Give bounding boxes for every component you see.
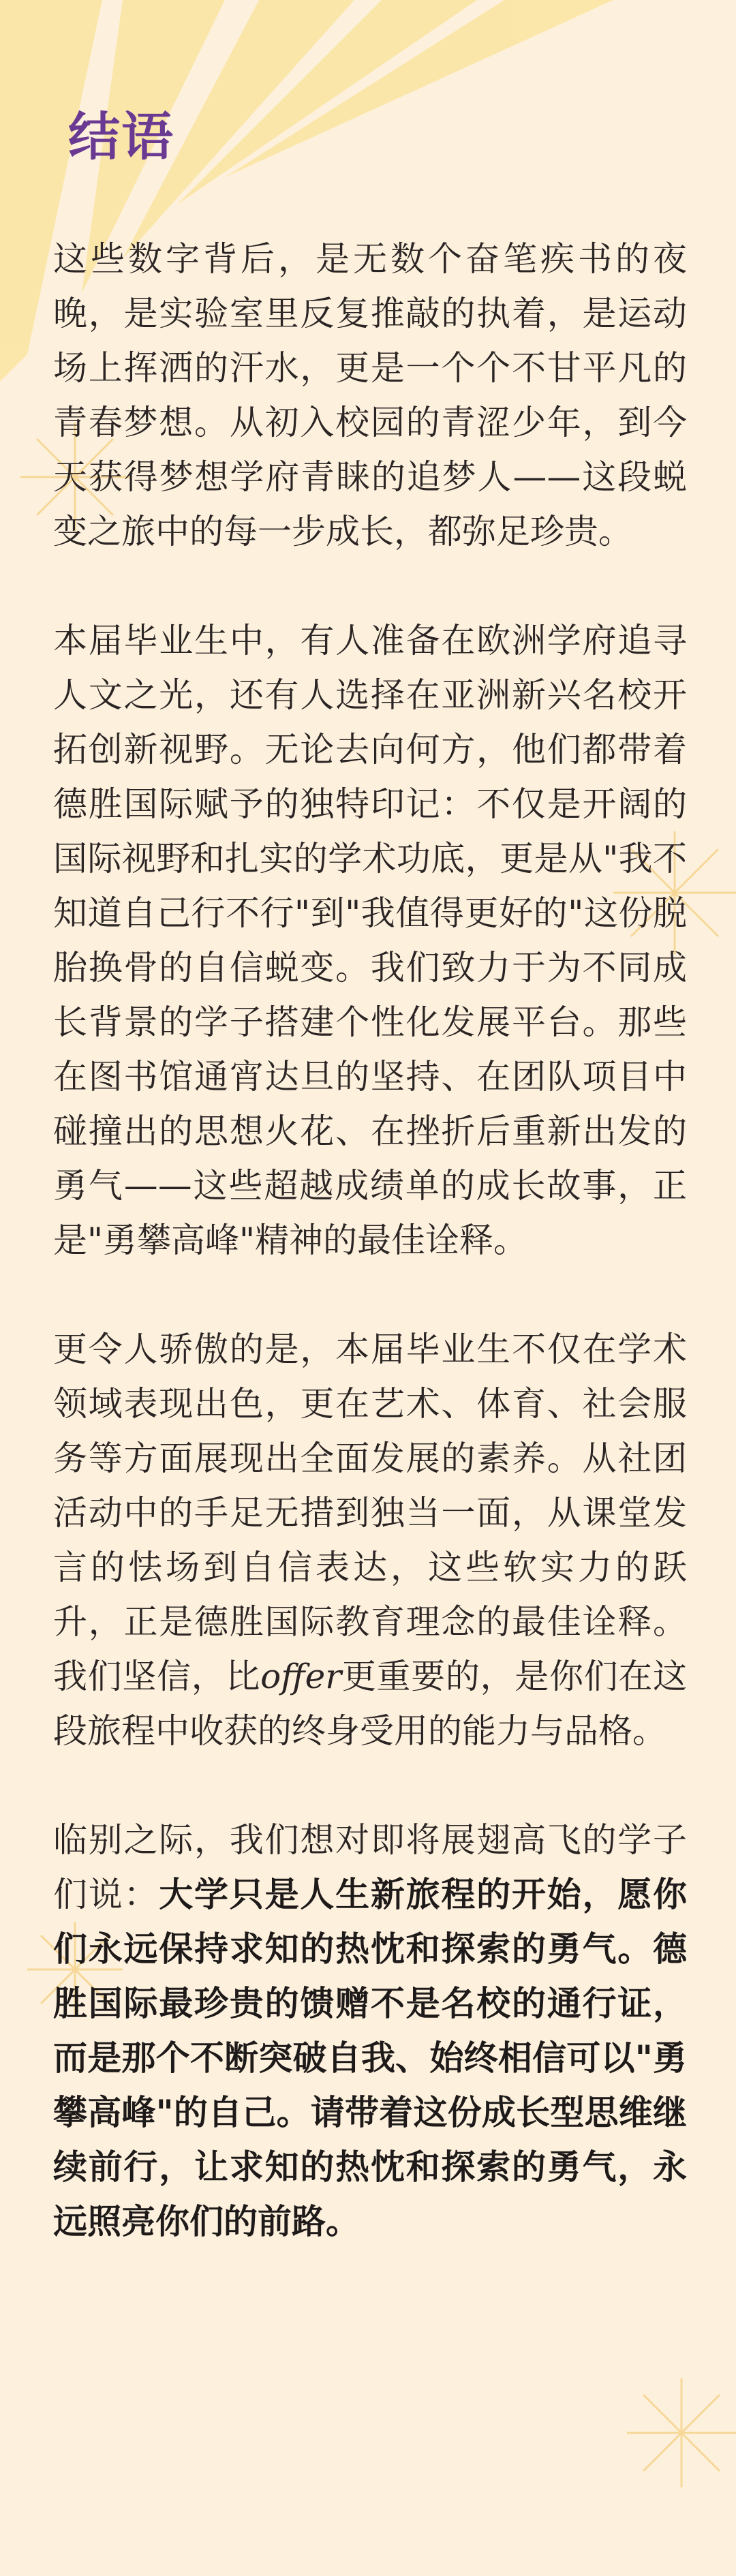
paragraph-4-lead: 临别之际，我们想对即将展翅高飞的学子们说： (53, 1820, 687, 1914)
section-title: 结语 (68, 106, 174, 167)
offer-word: offer (260, 1657, 342, 1696)
paragraph-2: 本届毕业生中，有人准备在欧洲学府追寻人文之光，还有人选择在亚洲新兴名校开拓创新视野。无论去向何方，他们都带着德胜国际赋予的独特印记：不仅是开阔的国际视野和扎实的学术功底，更是从"我不知道自己行不行"到"我值得更好的"这份脱胎换骨的自信蜕变。我们致力于为不同成长背景的学子搭建个性化发展平台。那些在图书馆通宵达旦的坚持、在团队项目中碰撞出的思想火花、在挫折后重新出发的勇气——这些超越成绩单的成长故事，正是"勇攀高峰"精神的最佳诠释。 (53, 621, 687, 1260)
paragraph-3-part-a: 更令人骄傲的是，本届毕业生不仅在学术领域表现出色，更在艺术、体育、社会服务等方面展现出全面发展的素养。从社团活动中的手足无措到独当一面，从课堂发言的怯场到自信表达，这些软实力的跃升，正是德胜国际教育理念的最佳诠释。我们坚信，比 (53, 1330, 687, 1696)
paragraph-4-emphasis: 大学只是人生新旅程的开始，愿你们永远保持求知的热忱和探索的勇气。德胜国际最珍贵的馈赠不是名校的通行证，而是那个不断突破自我、始终相信可以"勇攀高峰"的自己。请带着这份成长型思维继续前行，让求知的热忱和探索的勇气，永远照亮你们的前路。 (53, 1875, 688, 2241)
paragraph-3 (53, 1322, 687, 1758)
paragraph-4 (53, 1813, 687, 2249)
paragraph-3-part-b: 更重要的，是你们在这段旅程中收获的终身受用的能力与品格。 (53, 1657, 688, 1751)
article-body (53, 232, 687, 2249)
paragraph-1: 这些数字背后，是无数个奋笔疾书的夜晚，是实验室里反复推敲的执着，是运动场上挥洒的汗水，更是一个个不甘平凡的青春梦想。从初入校园的青涩少年，到今天获得梦想学府青睐的追梦人——这段蜕变之旅中的每一步成长，都弥足珍贵。 (53, 239, 687, 551)
